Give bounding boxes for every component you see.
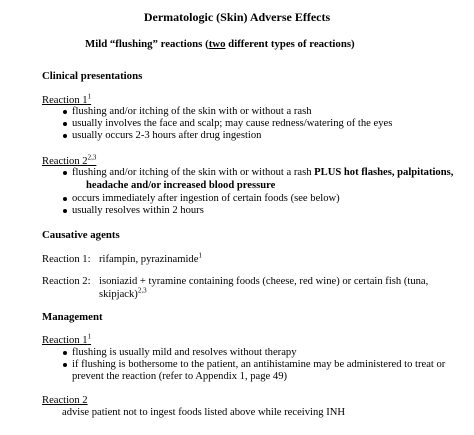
management-heading: Management (42, 311, 103, 323)
management-reaction1-list (63, 347, 445, 371)
causative-reaction1-label: Reaction 1: (42, 254, 91, 265)
subtitle-suffix: different types of reactions) (225, 38, 355, 50)
causative-reaction2-text: isoniazid + tyramine containing foods (cheese, red wine) or certain fish (tuna, (99, 276, 429, 287)
list-item: flushing is usually mild and resolves without therapy (63, 347, 445, 359)
list-item: occurs immediately after ingestion of certain foods (see below) (63, 193, 340, 205)
list-item: if flushing is bothersome to the patient, an antihistamine may be administered to treat or (63, 359, 445, 371)
document-subtitle (85, 38, 355, 51)
management-reaction1-bullet2-continuation: prevent the reaction (refer to Appendix 1, page 49) (72, 371, 288, 382)
management-reaction1-label (42, 332, 92, 347)
clinical-reaction1-label-text: Reaction 1 (42, 95, 88, 106)
bullet-text: flushing and/or itching of the skin with or without a rash (72, 167, 315, 178)
causative-reaction1-sup: 1 (198, 251, 202, 260)
causative-reaction1-agents: rifampin, pyrazinamide (99, 254, 199, 265)
clinical-reaction2-list (63, 167, 453, 179)
clinical-reaction1-list (63, 106, 392, 142)
clinical-reaction2-bullet1-continuation: headache and/or increased blood pressure (86, 180, 276, 191)
document-title: Dermatologic (Skin) Adverse Effects (143, 10, 331, 24)
subtitle-underlined: two (208, 38, 226, 50)
clinical-heading: Clinical presentations (42, 70, 143, 82)
causative-heading: Causative agents (42, 229, 120, 241)
causative-reaction2-sup: 2,3 (137, 286, 147, 295)
clinical-reaction2-list-more (63, 193, 340, 217)
list-item: flushing and/or itching of the skin with or without a rash (63, 106, 392, 118)
causative-reaction2-text-cont (99, 286, 147, 301)
management-reaction1-label-text: Reaction 1 (42, 335, 88, 346)
list-item: usually involves the face and scalp; may cause redness/watering of the eyes (63, 118, 392, 130)
management-reaction2-label: Reaction 2 (42, 395, 88, 406)
list-item (63, 167, 453, 179)
causative-reaction1-text (99, 251, 202, 266)
clinical-reaction1-sup: 1 (87, 92, 92, 101)
subtitle-prefix: Mild “flushing” reactions ( (85, 38, 209, 50)
clinical-reaction2-sup: 2,3 (87, 153, 97, 162)
clinical-reaction2-label-text: Reaction 2 (42, 156, 88, 167)
management-reaction1-sup: 1 (87, 332, 92, 341)
management-reaction2-text: advise patient not to ingest foods listed above while receiving INH (62, 407, 346, 418)
list-item: usually occurs 2-3 hours after drug ingestion (63, 130, 392, 142)
causative-reaction2-cont: skipjack) (99, 289, 138, 300)
list-item: usually resolves within 2 hours (63, 205, 340, 217)
bullet-bold-text: PLUS hot flashes, palpitations, (314, 167, 454, 178)
causative-reaction2-label: Reaction 2: (42, 276, 91, 287)
